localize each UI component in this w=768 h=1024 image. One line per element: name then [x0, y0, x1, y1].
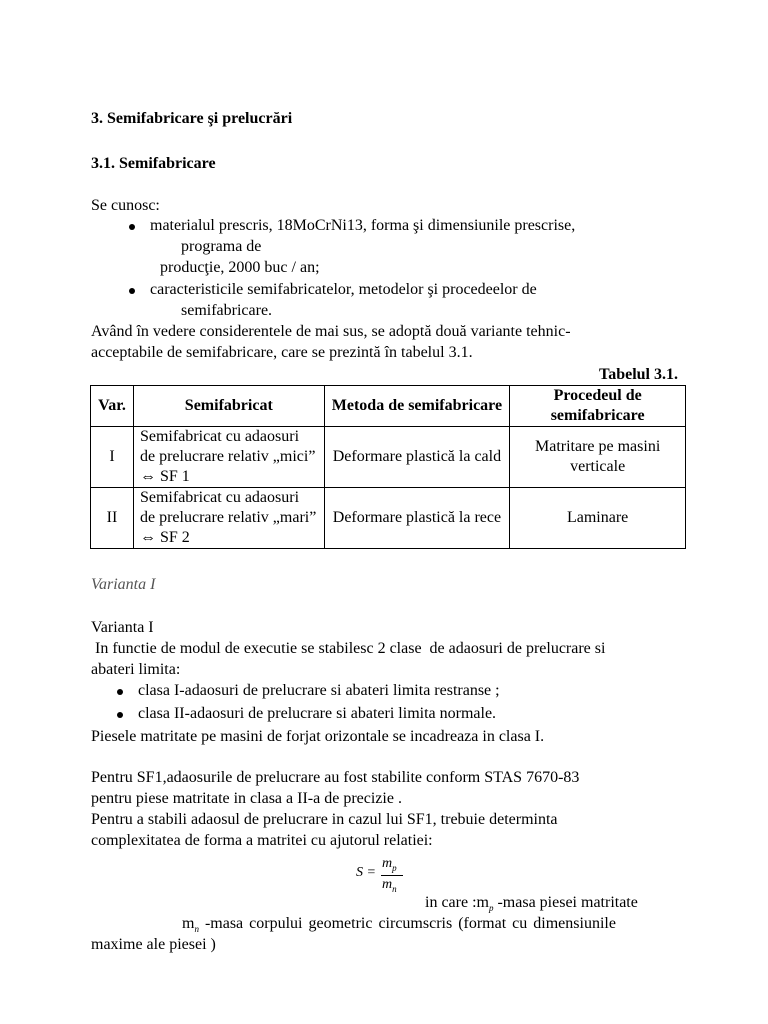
table-cell-semifabricat: Semifabricat cu adaosuri de prelucrare relativ „mari” ⇔ SF 2 — [133, 488, 324, 549]
table-header-cell: Semifabricat — [133, 386, 324, 427]
table-header-row — [91, 386, 686, 427]
table-header-cell: Procedeul de semifabricare — [510, 386, 686, 427]
variant-italic-heading: Varianta I — [91, 576, 156, 593]
table-cell-procedeu: Laminare — [510, 488, 686, 549]
table-caption: Tabelul 3.1. — [599, 366, 678, 383]
explanation-sub-p: p — [488, 903, 494, 914]
variant-line1: In functie de modul de executie se stabilesc 2 clase de adaosuri de prelucrare si — [91, 640, 606, 657]
bullet-dot-icon — [129, 288, 135, 294]
table-cell-metoda: Deformare plastică la cald — [324, 427, 510, 488]
formula-lhs: S = — [356, 865, 376, 880]
bullet2-line1: caracteristicile semifabricatelor, metodelor şi procedeelor de — [150, 281, 537, 298]
intro-paragraph-line2: acceptabile de semifabricare, care se prezintă în tabelul 3.1. — [91, 344, 473, 361]
bullet-dot-icon — [117, 712, 123, 718]
formula-numerator — [382, 856, 397, 873]
formula-denominator-symbol: m — [382, 877, 393, 892]
section-heading: 3. Semifabricare şi prelucrări — [91, 110, 293, 127]
formula — [356, 856, 406, 896]
variant-bullet2: clasa II-adaosuri de prelucrare si abateri limita normale. — [138, 705, 497, 722]
explanation-m: m — [182, 915, 195, 932]
table-cell-procedeu: Matritare pe masini verticale — [510, 427, 686, 488]
table-cell-metoda: Deformare plastică la rece — [324, 488, 510, 549]
sf1-line1: Pentru SF1,adaosurile de prelucrare au fost stabilite conform STAS 7670-83 — [91, 769, 580, 786]
bullet1-line3: producţie, 2000 buc / an; — [160, 259, 320, 276]
semifabrication-table — [90, 385, 686, 549]
variant-line2: abateri limita: — [91, 661, 181, 678]
bullet1-line2: programa de — [181, 238, 262, 255]
explanation-in-care: in care :m — [425, 894, 489, 911]
bullet1-line1: materialul prescris, 18MoCrNi13, forma şi dimensiunile prescrise, — [150, 217, 576, 234]
intro-lead: Se cunosc: — [91, 197, 160, 214]
variant-bullet1: clasa I-adaosuri de prelucrare si abateri limita restranse ; — [138, 682, 500, 699]
explanation-mass-piece: -masa piesei matritate — [493, 894, 638, 911]
table-cell-var: I — [91, 427, 134, 488]
sf1-line2: pentru piese matritate in clasa a II-a de precizie . — [91, 790, 402, 807]
bullet-dot-icon — [129, 224, 135, 230]
formula-numerator-sub: p — [392, 862, 397, 873]
table-row — [91, 488, 686, 549]
bullet2-line2: semifabricare. — [181, 302, 273, 319]
formula-numerator-symbol: m — [382, 856, 393, 871]
explanation-sub-n: n — [194, 924, 199, 935]
subsection-heading: 3.1. Semifabricare — [91, 155, 216, 172]
fraction-bar — [381, 875, 403, 876]
explanation-line1 — [425, 894, 638, 913]
variant-heading: Varianta I — [91, 619, 154, 636]
variant-line3: Piesele matritate pe masini de forjat orizontale se incadreaza in clasa I. — [91, 728, 545, 745]
formula-denominator-sub: n — [392, 883, 397, 894]
table-cell-var: II — [91, 488, 134, 549]
table-header-cell: Metoda de semifabricare — [324, 386, 510, 427]
table-header-cell: Var. — [91, 386, 134, 427]
explanation-line2 — [182, 915, 678, 934]
intro-paragraph-line1: Având în vedere considerentele de mai sus, se adoptă două variante tehnic- — [91, 323, 571, 340]
explanation-mass-body: -masa corpului geometric circumscris (format cu dimensiunile — [198, 915, 616, 932]
table-cell-semifabricat: Semifabricat cu adaosuri de prelucrare relativ „mici” ⇔ SF 1 — [133, 427, 324, 488]
bullet-dot-icon — [117, 689, 123, 695]
explanation-line3: maxime ale piesei ) — [91, 936, 216, 953]
sf1-line3: Pentru a stabili adaosul de prelucrare in cazul lui SF1, trebuie determinta — [91, 811, 558, 828]
formula-denominator — [382, 877, 397, 894]
table-row — [91, 427, 686, 488]
sf1-line4: complexitatea de forma a matritei cu ajutorul relatiei: — [91, 832, 433, 849]
